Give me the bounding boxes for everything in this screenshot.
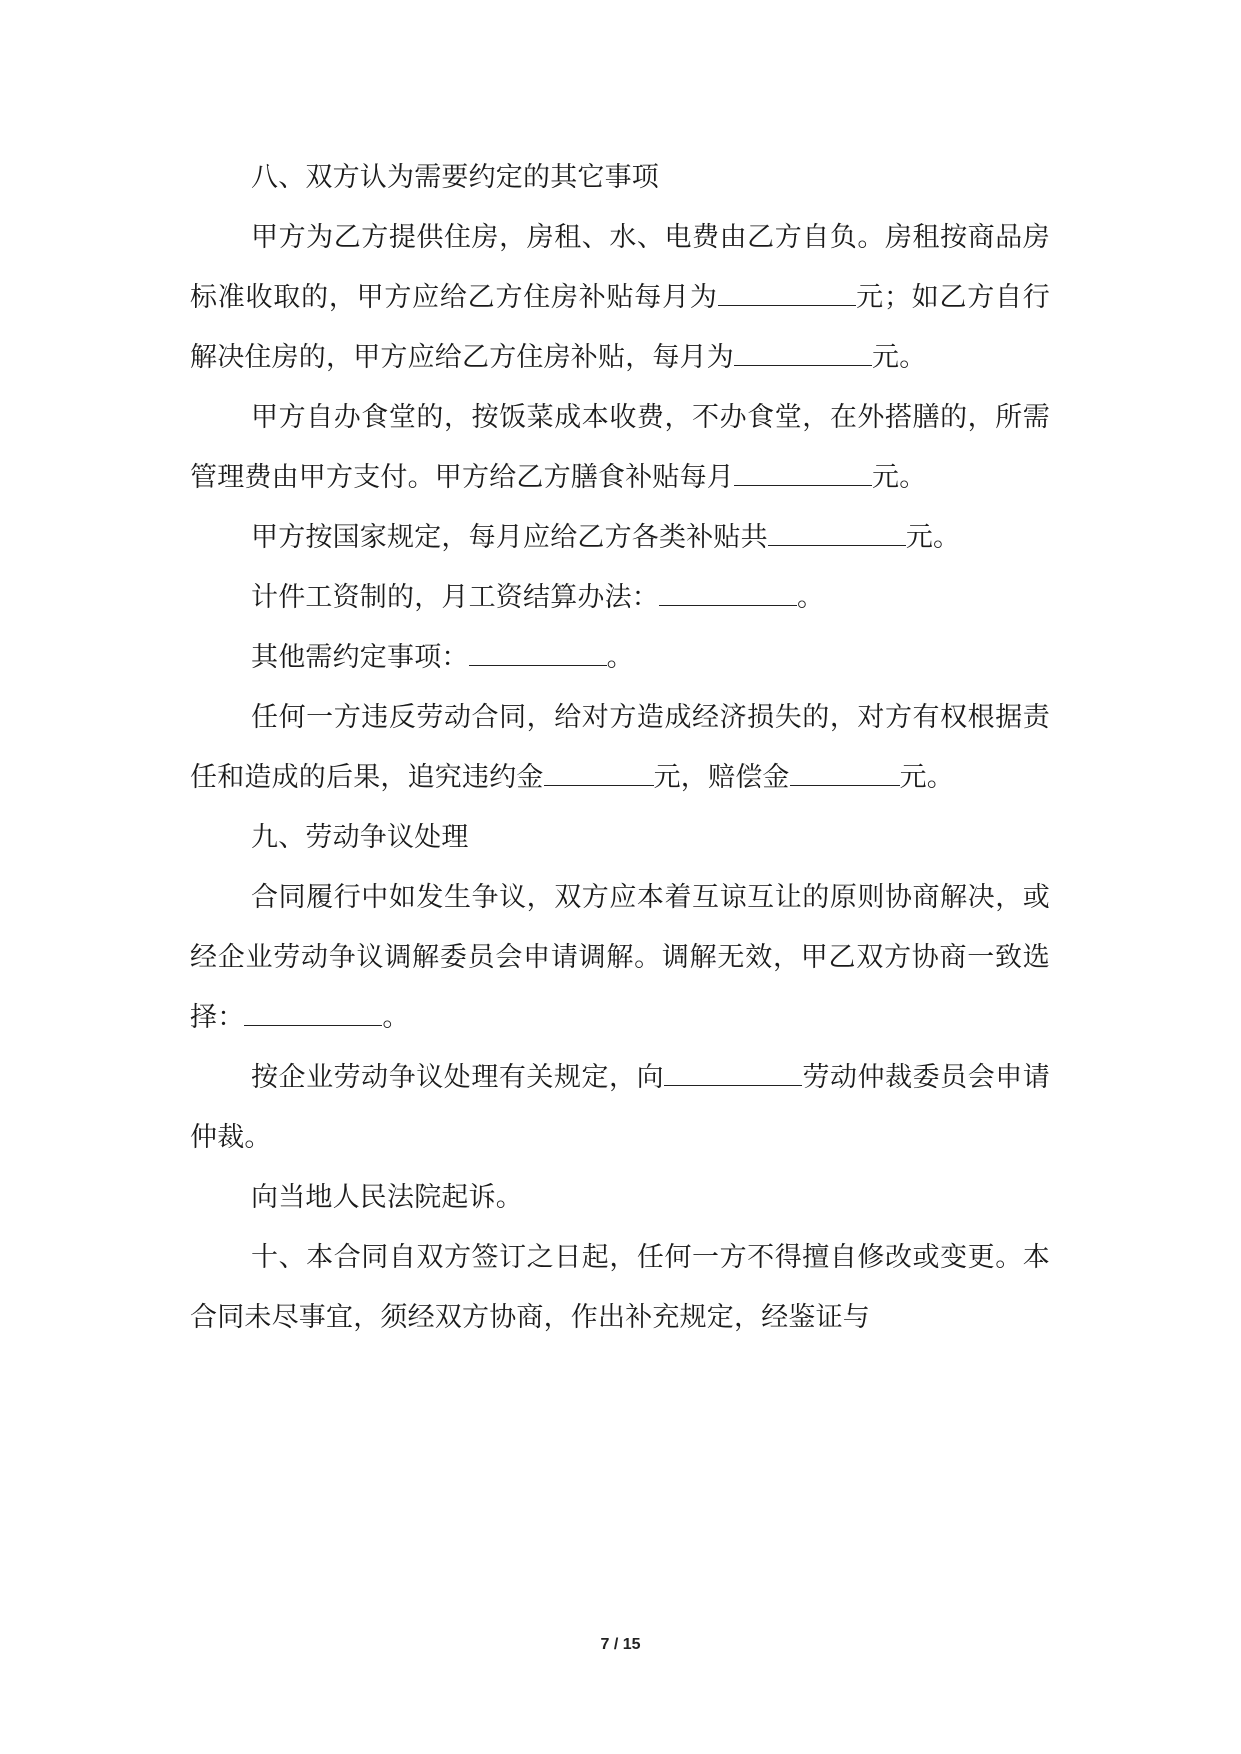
canteen-clause: 甲方自办食堂的，按饭菜成本收费，不办食堂，在外搭膳的，所需管理费由甲方支付。甲方给乙方膳食补贴每月 元。 — [190, 402, 1050, 493]
section-heading-9: 九、劳动争议处理 — [251, 822, 469, 853]
subsidy-clause: 甲方按国家规定，每月应给乙方各类补贴共 元。 — [251, 522, 961, 553]
blank-field — [659, 583, 797, 606]
document-body — [190, 148, 1050, 1348]
page-number: 7 / 15 — [600, 1636, 641, 1653]
blank-field — [718, 283, 856, 306]
section-heading-8: 八、双方认为需要约定的其它事项 — [251, 162, 659, 193]
blank-field — [664, 1063, 802, 1086]
other-matters-clause: 其他需约定事项： 。 — [251, 642, 634, 673]
breach-clause: 任何一方违反劳动合同，给对方造成经济损失的，对方有权根据责任和造成的后果，追究违约金 元，赔偿金 元。 — [190, 702, 1050, 793]
blank-field — [734, 343, 872, 366]
housing-clause: 甲方为乙方提供住房，房租、水、电费由乙方自负。房租按商品房标准收取的，甲方应给乙方住房补贴每月为 元；如乙方自行解决住房的，甲方应给乙方住房补贴，每月为 元。 — [190, 222, 1050, 373]
dispute-clause: 合同履行中如发生争议，双方应本着互谅互让的原则协商解决，或经企业劳动争议调解委员会申请调解。调解无效，甲乙双方协商一致选择： 。 — [190, 882, 1050, 1033]
blank-field — [244, 1003, 382, 1026]
blank-field — [469, 643, 607, 666]
blank-field — [734, 463, 872, 486]
piecework-clause: 计件工资制的，月工资结算办法： 。 — [251, 582, 825, 613]
lawsuit-clause: 向当地人民法院起诉。 — [251, 1182, 523, 1213]
section-heading-10: 十、本合同自双方签订之日起，任何一方不得擅自修改或变更。本合同未尽事宜，须经双方协商，作出补充规定，经鉴证与 — [190, 1242, 1050, 1333]
blank-field — [790, 763, 900, 786]
blank-field — [544, 763, 654, 786]
blank-field — [768, 523, 906, 546]
arbitration-clause: 按企业劳动争议处理有关规定，向 劳动仲裁委员会申请仲裁。 — [190, 1062, 1050, 1153]
